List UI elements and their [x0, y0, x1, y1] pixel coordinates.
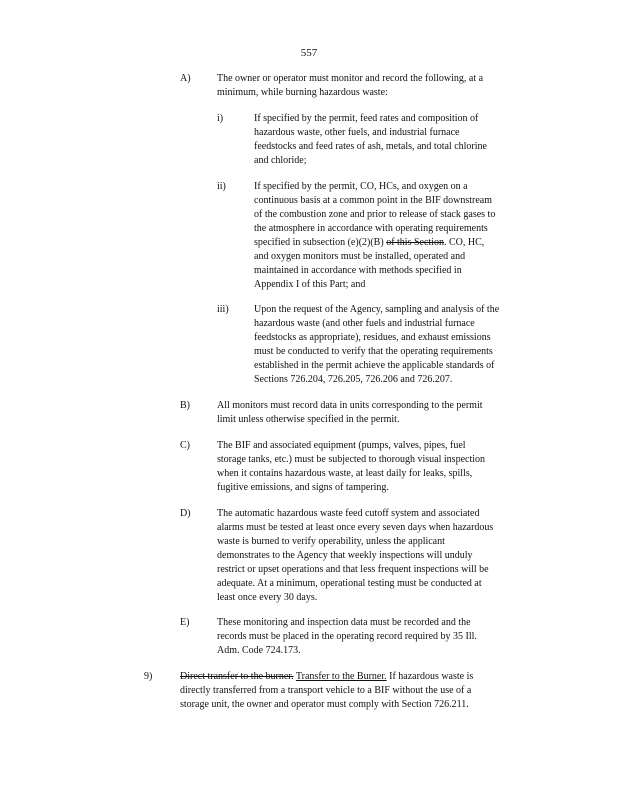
- item-label-d: D): [180, 508, 191, 519]
- paragraph-9: [180, 670, 540, 712]
- item-label-i: i): [217, 113, 224, 124]
- text-line: These monitoring and inspection data must be recorded and the: [217, 617, 471, 628]
- text-line: limit unless otherwise specified in the permit.: [217, 414, 400, 425]
- item-label-9: 9): [144, 671, 153, 682]
- text-line: waste is burned to verify operability, unless the applicant: [217, 536, 445, 547]
- text-line: [180, 670, 540, 684]
- text-line: must be conducted to verify that the operating requirements: [254, 346, 493, 357]
- text-segment: If hazardous waste is: [389, 671, 474, 682]
- item-label-ii: ii): [217, 181, 226, 192]
- text-line: Adm. Code 724.173.: [217, 645, 301, 656]
- text-line: minimum, while burning hazardous waste:: [217, 87, 388, 98]
- text-line: hazardous waste, other fuels, and industrial furnace: [254, 127, 460, 138]
- text-line: If specified by the permit, feed rates and composition of: [254, 113, 479, 124]
- text-line: records must be placed in the operating record required by 35 Ill.: [217, 631, 477, 642]
- text-line: storage tanks, etc.) must be subjected to thorough visual inspection: [217, 454, 485, 465]
- item-label-b: B): [180, 400, 190, 411]
- paragraph-i: [254, 112, 544, 168]
- text-line: maintained in accordance with methods specified in: [254, 265, 462, 276]
- text-segment: . CO, HC,: [443, 237, 485, 248]
- paragraph-ii: [254, 180, 544, 292]
- text-line: The BIF and associated equipment (pumps, valves, pipes, fuel: [217, 440, 466, 451]
- struck-text: Direct transfer to the burner.: [180, 671, 294, 682]
- text-line: and chloride;: [254, 155, 307, 166]
- paragraph-iii: [254, 303, 549, 387]
- paragraph-c: [217, 439, 537, 495]
- text-line: restrict or upset operations and that less frequent inspections will be: [217, 564, 489, 575]
- text-line: least once every 30 days.: [217, 592, 318, 603]
- text-line: fugitive emissions, and signs of tampering.: [217, 482, 389, 493]
- text-line: The automatic hazardous waste feed cutoff system and associated: [217, 508, 480, 519]
- text-line: demonstrates to the Agency that weekly inspections will unduly: [217, 550, 473, 561]
- item-label-c: C): [180, 440, 190, 451]
- text-line: and oxygen monitors must be installed, operated and: [254, 251, 466, 262]
- text-line: continuous basis at a common point in the BIF downstream: [254, 195, 493, 206]
- text-line: [254, 236, 544, 250]
- item-label-iii: iii): [217, 304, 229, 315]
- text-line: storage unit, the owner and operator must comply with Section 726.211.: [180, 699, 469, 710]
- text-line: directly transferred from a transport vehicle to a BIF without the use of a: [180, 685, 472, 696]
- text-segment: specified in subsection (e)(2)(B): [254, 237, 384, 248]
- paragraph-b: [217, 399, 537, 427]
- text-line: Sections 726.204, 726.205, 726.206 and 726.207.: [254, 374, 453, 385]
- text-line: The owner or operator must monitor and record the following, at a: [217, 73, 484, 84]
- item-label-e: E): [180, 617, 190, 628]
- text-line: Appendix I of this Part; and: [254, 279, 366, 290]
- text-line: If specified by the permit, CO, HCs, and oxygen on a: [254, 181, 468, 192]
- text-line: feedstocks as appropriate), residues, and exhaust emissions: [254, 332, 491, 343]
- underlined-heading: Transfer to the Burner.: [295, 671, 387, 682]
- paragraph-d: [217, 507, 539, 605]
- text-line: Upon the request of the Agency, sampling and analysis of the: [254, 304, 500, 315]
- text-line: adequate. At a minimum, operational testing must be conducted at: [217, 578, 482, 589]
- text-line: the atmosphere in accordance with operating requirements: [254, 223, 488, 234]
- text-line: hazardous waste (and other fuels and industrial furnace: [254, 318, 475, 329]
- item-label-a: A): [180, 73, 191, 84]
- text-line: feedstocks and feed rates of ash, metals, and total chlorine: [254, 141, 487, 152]
- paragraph-a: [217, 72, 535, 100]
- text-line: when it contains hazardous waste, at least daily for leaks, spills,: [217, 468, 473, 479]
- text-line: All monitors must record data in units corresponding to the permit: [217, 400, 483, 411]
- text-line: established in the permit achieve the applicable standards of: [254, 360, 495, 371]
- paragraph-e: [217, 616, 537, 658]
- text-line: alarms must be tested at least once every seven days when hazardous: [217, 522, 494, 533]
- page-number: 557: [300, 47, 318, 59]
- text-line: of the combustion zone and prior to release of stack gases to: [254, 209, 496, 220]
- struck-text: of this Section: [386, 237, 444, 248]
